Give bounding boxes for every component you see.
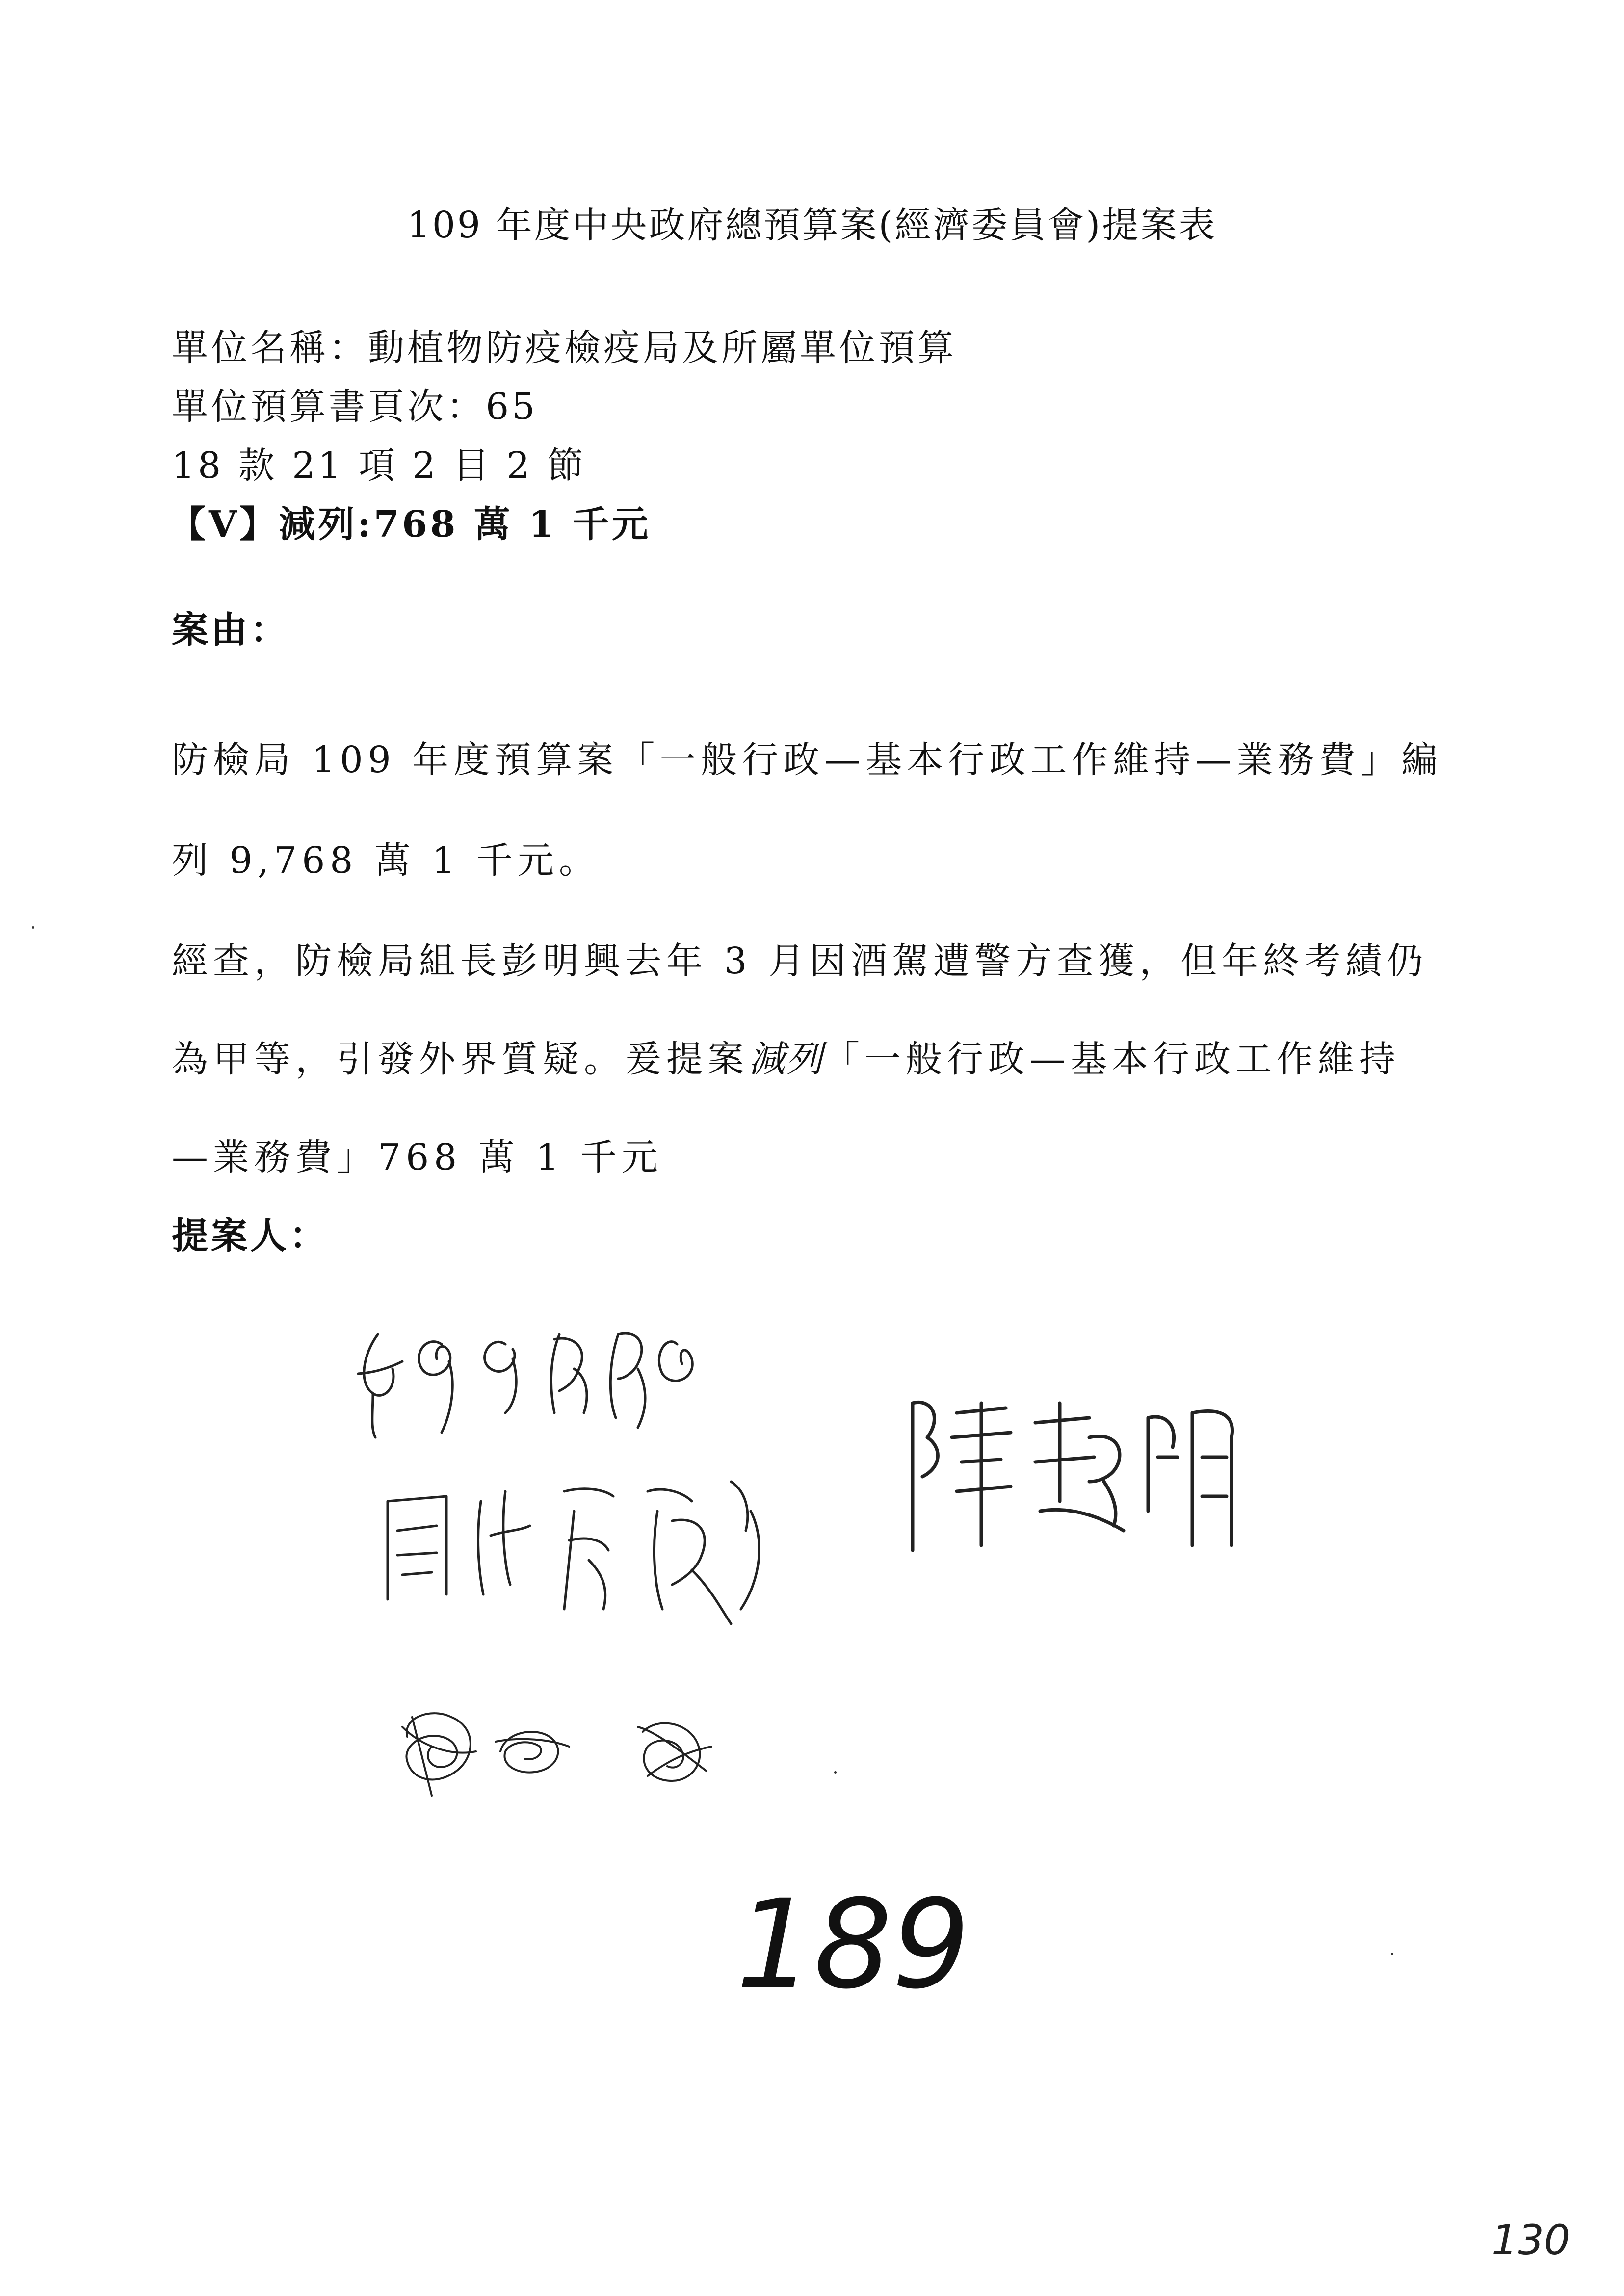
paragraph-1-line-1: 防檢局 109 年度預算案「一般行政—基本行政工作維持—業務費」編 (172, 739, 1443, 781)
paragraph-2-line-1: 經查，防檢局組長彭明興去年 3 月因酒駕遭警方查獲，但年終考績仍 (172, 940, 1428, 982)
paragraph-2-line-2-part-a: 為甲等，引發外界質疑。爰提案 (172, 1038, 749, 1080)
item-reference: 18 款 21 項 2 目 2 節 (172, 444, 587, 487)
unit-name: 單位名稱：動植物防疫檢疫局及所屬單位預算 (172, 327, 957, 369)
page-number-text: 130 (1492, 2216, 1571, 2264)
proposal-number-text: 189 (736, 1873, 970, 2016)
paragraph-1-line-2: 列 9,768 萬 1 千元。 (172, 839, 601, 882)
page-number (1487, 2215, 1595, 2264)
scan-speck (1391, 1953, 1393, 1955)
signature-2 (358, 1462, 800, 1639)
page-reference: 單位預算書頁次：65 (172, 386, 538, 428)
proposer-label: 提案人： (172, 1215, 329, 1257)
document-title: 109 年度中央政府總預算案(經濟委員會)提案表 (407, 204, 1217, 246)
reason-label: 案由： (172, 609, 289, 651)
scan-speck (32, 926, 34, 929)
reduction-action: 【V】減列:768 萬 1 千元 (169, 503, 651, 546)
paragraph-2-line-3: —業務費」768 萬 1 千元 (172, 1136, 663, 1178)
scan-speck (834, 1771, 837, 1774)
paragraph-2-line-2 (172, 1030, 1400, 1082)
signature-3 (893, 1383, 1266, 1570)
proposal-number (731, 1864, 970, 2016)
seal-scribbles (393, 1697, 756, 1805)
handwritten-correction: 減列 (749, 1038, 823, 1080)
signature-1 (343, 1315, 814, 1442)
paragraph-2-line-2-part-b: 「一般行政—基本行政工作維持 (823, 1038, 1400, 1080)
